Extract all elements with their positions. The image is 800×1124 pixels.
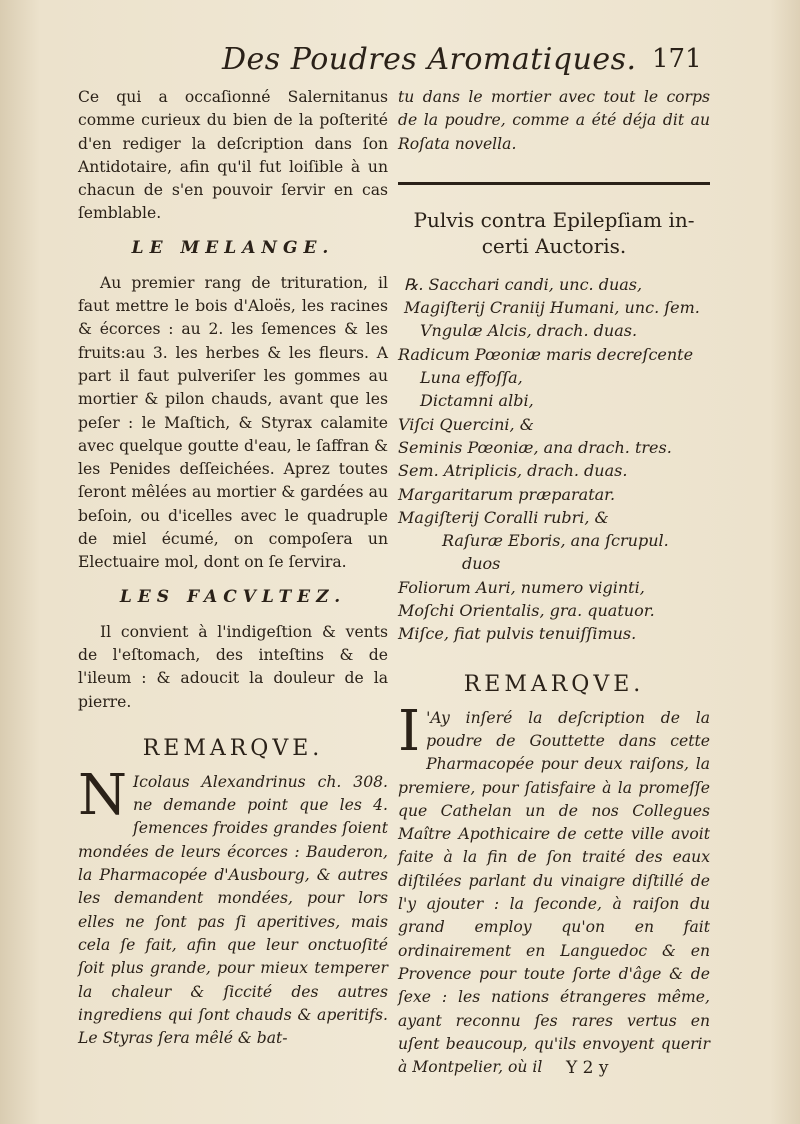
right-remarque-block bbox=[398, 698, 710, 1080]
recipe-list bbox=[398, 273, 710, 646]
continuation-paragraph: tu dans le mortier avec tout le corps de la poudre, comme a été déja dit au Roſata novella. bbox=[398, 88, 710, 153]
page-header bbox=[0, 42, 800, 82]
right-dropcap: I bbox=[398, 698, 421, 764]
left-column bbox=[78, 86, 388, 1050]
facultez-paragraph: Il convient à l'indigeſtion & vents de l'eſtomach, des inteſtins & de l'ileum : & adoucit la douleur de la pierre. bbox=[78, 622, 388, 711]
recipe-line: duos bbox=[462, 554, 501, 574]
right-remarque-heading: REMARQVE. bbox=[463, 671, 645, 697]
recipe-line: Foliorum Auri, numero viginti, bbox=[398, 577, 645, 597]
recipe-line: ℞. Sacchari candi, unc. duas, bbox=[404, 274, 643, 294]
recipe-line: Seminis Pœoniæ, ana drach. tres. bbox=[398, 437, 672, 457]
recipe-line: Miſce, fiat pulvis tenuiſſimus. bbox=[398, 624, 637, 644]
pulvis-title-line1: Pulvis contra Epilepſiam in- bbox=[413, 207, 695, 232]
section-rule bbox=[398, 182, 710, 185]
pulvis-title-line2: certi Auctoris. bbox=[481, 233, 627, 258]
recipe-line: Moſchi Orientalis, gra. quatuor. bbox=[398, 601, 655, 621]
signature-mark: Y 2 y bbox=[566, 1058, 609, 1078]
left-dropcap: N bbox=[78, 762, 127, 828]
running-title: Des Poudres Aromatiques. bbox=[222, 42, 637, 77]
melange-heading: LE MELANGE. bbox=[131, 237, 335, 258]
left-remarque-heading: REMARQVE. bbox=[142, 735, 324, 761]
recipe-line: Vngulæ Alcis, drach. duas. bbox=[420, 321, 638, 341]
recipe-line: Viſci Quercini, & bbox=[398, 414, 534, 434]
recipe-line: Magiſterij Coralli rubri, & bbox=[398, 507, 609, 527]
intro-paragraph: Ce qui a occaſionné Salernitanus comme curieux du bien de la poſterité d'en rediger la deſcription dans ſon Antidotaire, afin qu'il fut loiſible à un chacun de s'en pouvoir ſervir en cas ſemblable. bbox=[78, 88, 388, 223]
right-remarque-paragraph: 'Ay inſeré la deſcription de la poudre de Gouttette dans cette Pharmacopée pour deux raiſons, la premiere, pour ſatisfaire à la promeſſe que Cathelan un de nos Collegues Maître Apothicaire de cette ville avoit faite à la fin de ſon traité des eaux diſtilées parlant du vinaigre diſtillé de l'y ajouter : la ſeconde, à raiſon du grand employ qu'on en fait ordinairement en Languedoc & en Provence pour toute ſorte d'âge & de ſexe : les nations étrangeres même, ayant reconnu ſes rares vertus en uſent beaucoup, qu'ils envoyent querir à Montpelier, où il bbox=[398, 708, 710, 1077]
melange-paragraph: Au premier rang de trituration, il faut mettre le bois d'Aloës, les racines & écorces : au 2. les ſemences & les fruits:au 3. les herbes & les fleurs. A part il faut pulveriſer les gommes au mortier & pilon chauds, avant que les peſer : le Maſtich, & Styrax calamite avec quelque goutte d'eau, le ſaffran & les Penides deſſeichées. Aprez toutes ſeront mêlées au mortier & gardées au beſoin, ou d'icelles avec le quadruple de miel écumé, on compoſera un Electuaire mol, dont on ſe ſervira. bbox=[78, 273, 388, 572]
recipe-line: Sem. Atriplicis, drach. duas. bbox=[398, 461, 628, 481]
left-remarque-paragraph: Icolaus Alexandrinus ch. 308. ne demande point que les 4. ſemences froides grandes ſoient mondées de leurs écorces : Bauderon, la Pharmacopée d'Ausbourg, & autres les demandent mondées, pour lors elles ne ſont pas ſi aperitives, mais cela ſe fait, afin que leur onctuoſité ſoit plus grande, pour mieux temperer la chaleur & ſiccité des autres ingrediens qui ſont chauds & aperitifs. Le Styras ſera mêlé & bat- bbox=[78, 772, 388, 1048]
left-remarque-block bbox=[78, 762, 388, 1051]
recipe-line: Magiſterij Craniij Humani, unc. ſem. bbox=[404, 298, 700, 318]
recipe-line: Luna effoſſa, bbox=[420, 368, 523, 388]
recipe-line: Raſuræ Eboris, ana ſcrupul. bbox=[442, 531, 669, 551]
recipe-line: Margaritarum præparatar. bbox=[398, 484, 616, 504]
pulvis-title bbox=[398, 207, 710, 259]
page-number: 171 bbox=[652, 44, 702, 74]
facultez-heading: LES FACVLTEZ. bbox=[119, 586, 347, 607]
recipe-line: Radicum Pœoniæ maris decreſcente bbox=[398, 344, 694, 364]
recipe-line: Dictamni albi, bbox=[420, 391, 534, 411]
right-column bbox=[398, 86, 710, 1079]
